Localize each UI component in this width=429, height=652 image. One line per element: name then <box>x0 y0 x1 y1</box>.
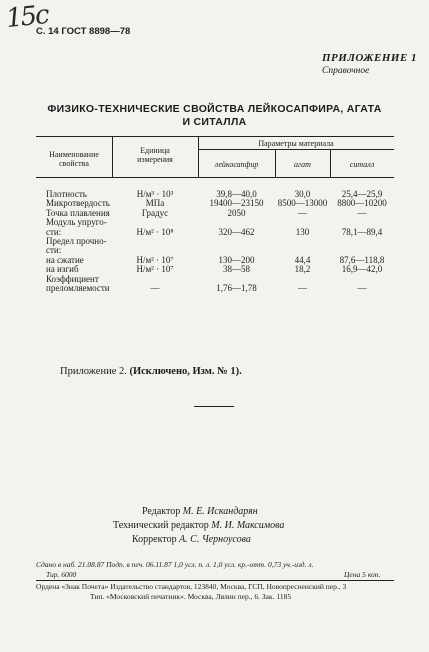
imprint-price: Цена 5 коп. <box>344 570 381 579</box>
table-cell-name: на сжатие <box>46 254 84 265</box>
table-top-rule <box>36 136 394 137</box>
table-cell-v1: 39,8—40,0 <box>216 189 257 199</box>
table-cell-name: Точка плавления <box>46 207 110 218</box>
column-header-material: лейкосапфир <box>214 160 259 169</box>
column-group-header: Параметры материала <box>258 139 334 148</box>
table-cell-v2: 18,2 <box>294 264 311 275</box>
column-header-material: ситалл <box>349 160 375 169</box>
table-cell-unit: Н/м³ · 10³ <box>136 189 174 199</box>
table-cell-v1: 38—58 <box>223 264 250 275</box>
appendix-subtitle: Справочное <box>322 66 370 76</box>
table-cell-v2: — <box>298 283 307 293</box>
table-cell-v3: 8800—10200 <box>337 198 387 209</box>
table-cell-name: сти: <box>46 245 62 256</box>
table-cell-v2: 130 <box>295 226 310 237</box>
table-cell-v3: — <box>357 283 367 293</box>
publisher-line: Ордена «Знак Почета» Издательство стандартов, 123840, Москва, ГСП, Новопресненский пер., 3 <box>36 582 347 591</box>
imprint-line-1: Сдано в наб. 21.08.87 Подп. в печ. 06.11.87 1,0 усл. п. л. 1,0 усл. кр.-отт. 0,73 уч.-изд. л. <box>36 560 314 569</box>
imprint-line-2: Тир. 6000 <box>46 570 77 579</box>
table-cell-name: преломляемости <box>46 283 110 293</box>
document-title-line-2: И СИТАЛЛА <box>182 116 247 128</box>
separator-rule <box>194 406 234 407</box>
table-cell-v2: — <box>298 207 307 218</box>
table-cell-unit: Градус <box>141 207 169 218</box>
credit-proofreader: Корректор А. С. Черноусова <box>132 534 251 545</box>
table-cell-unit: — <box>150 283 160 293</box>
table-cell-v1: 320—462 <box>218 226 255 237</box>
table-cell-v3: 78,1—89,4 <box>341 226 383 237</box>
column-header-material: агат <box>294 160 311 169</box>
handwritten-page-mark: 15c <box>4 0 50 35</box>
appendix-2-note: Приложение 2. (Исключено, Изм. № 1). <box>60 366 242 377</box>
printer-line: Тип. «Московский печатник». Москва, Лялин пер., 6. Зак. 1185 <box>90 592 292 601</box>
table-cell-name: Модуль упруго- <box>46 217 107 228</box>
table-cell-v1: 2050 <box>227 207 246 218</box>
table-header-rule <box>36 177 394 178</box>
table-cell-v3: 87,6—118,8 <box>339 254 385 265</box>
column-header-name: Наименование свойства <box>49 150 99 168</box>
table-cell-unit: Н/м² · 10⁸ <box>136 226 174 237</box>
table-cell-name: Коэффициент <box>46 273 99 284</box>
table-cell-v2: 8500—13000 <box>277 198 328 209</box>
table-cell-name: сти: <box>46 226 62 237</box>
table-cell-v3: 16,9—42,0 <box>341 264 383 275</box>
appendix-title: ПРИЛОЖЕНИЕ 1 <box>322 52 418 64</box>
table-cell-v1: 19400—23150 <box>209 198 264 209</box>
footer-rule <box>36 580 394 581</box>
page-header: С. 14 ГОСТ 8898—78 <box>36 26 131 37</box>
table-group-rule <box>198 149 394 150</box>
table-cell-name: Микротвердость <box>46 198 110 209</box>
table-cell-v3: — <box>357 207 367 218</box>
credit-editor: Редактор М. Е. Искандарян <box>142 506 258 517</box>
table-cell-v2: 44,4 <box>294 254 311 265</box>
table-cell-unit: Н/м² · 10⁷ <box>136 264 174 275</box>
table-cell-unit: Н/м² · 10⁷ <box>136 254 174 265</box>
table-cell-name: на изгиб <box>46 264 79 275</box>
document-title-line-1: ФИЗИКО-ТЕХНИЧЕСКИЕ СВОЙСТВА ЛЕЙКОСАПФИРА, АГАТА <box>47 103 382 115</box>
table-cell-name: Плотность <box>46 189 87 199</box>
table-cell-unit: МПа <box>145 198 165 209</box>
table-cell-v1: 1,76—1,78 <box>216 283 257 293</box>
table-cell-v2: 30,0 <box>294 189 311 199</box>
table-cell-name: Предел прочно- <box>46 236 107 246</box>
table-cell-v3: 25,4—25,9 <box>341 189 383 199</box>
table-cell-v1: 130—200 <box>218 254 255 265</box>
column-header-unit: Единица измерения <box>137 146 173 164</box>
credit-tech-editor: Технический редактор М. И. Максимова <box>113 520 285 531</box>
